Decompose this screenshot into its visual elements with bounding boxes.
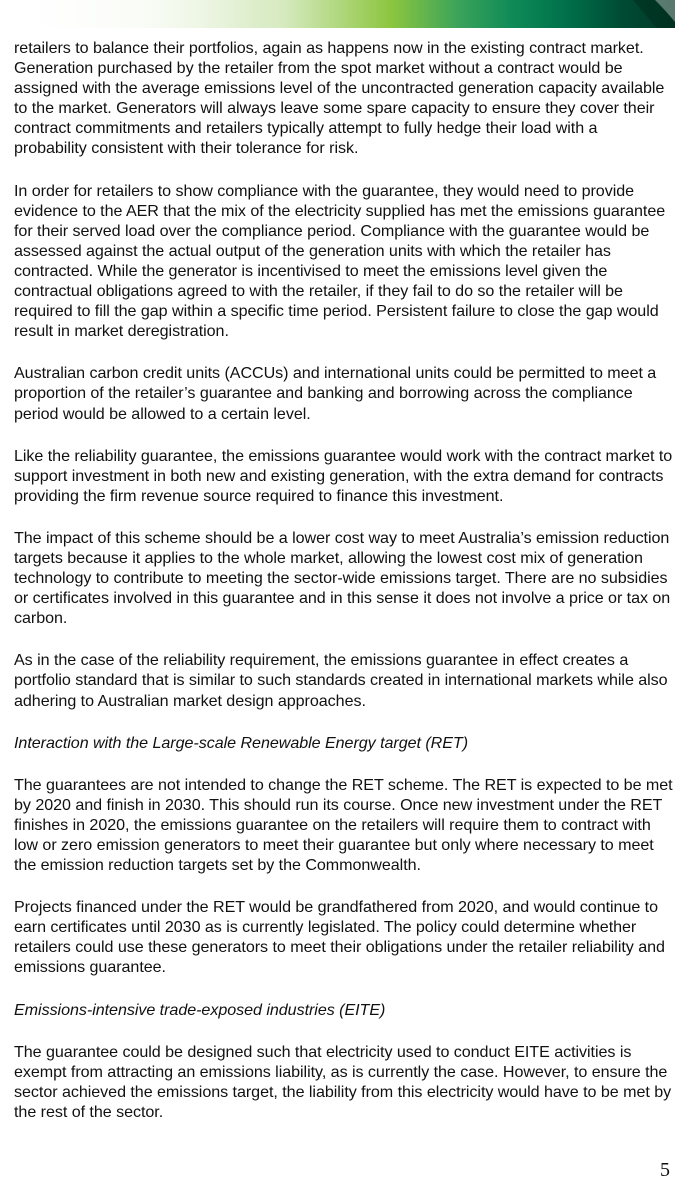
section-heading-eite: Emissions-intensive trade-exposed industries (EITE) — [14, 1000, 386, 1019]
paragraph-ret-scheme: The guarantees are not intended to change the RET scheme. The RET is expected to be met by 2020 and finish in 2030. This should run its course. Once new investment under the RET finishes in 2020, the emissions guarantee on the retailers will require them to contract with low or zero emission generators to meet their guarantee but only where necessary to meet the emission reduction targets set by the Commonwealth. — [14, 775, 673, 875]
paragraph-eite: The guarantee could be designed such that electricity used to conduct EITE activities is exempt from attracting an emissions liability, as is currently the case. However, to ensure the sector achieved the emissions target, the liability from this electricity would have to be met by the rest of the sector. — [14, 1042, 672, 1121]
paragraph-ret-grandfathered: Projects financed under the RET would be grandfathered from 2020, and would continue to earn certificates until 2030 as is currently legislated. The policy could determine whether retailers could use these generators to meet their obligations under the retailer reliability and emissions guarantee. — [14, 898, 665, 977]
paragraph-compliance: In order for retailers to show compliance with the guarantee, they would need to provide evidence to the AER that the mix of the electricity supplied has met the emissions guarantee for their served load over the compliance period. Compliance with the guarantee would be assessed against the actual output of the generation units with which the retailer has contracted. While the generator is incentivised to meet the emissions level given the contractual obligations agreed to with the retailer, if they fail to do so the retailer will be required to fill the gap within a specific time period. Persistent failure to close the gap would result in market deregistration. — [14, 181, 666, 341]
banner-swoosh-graphic — [615, 0, 675, 28]
banner-fade — [0, 0, 260, 28]
paragraph-accus: Australian carbon credit units (ACCUs) and international units could be permitted to meet a proportion of the retailer’s guarantee and banking and borrowing across the compliance period would be allowed to a certain level. — [14, 364, 657, 423]
paragraph-scheme-impact: The impact of this scheme should be a lower cost way to meet Australia’s emission reduction targets because it applies to the whole market, allowing the lowest cost mix of generation technology to contribute to meeting the sector-wide emissions target. There are no subsidies or certificates involved in this guarantee and in this sense it does not involve a price or tax on carbon. — [14, 528, 671, 628]
document-body — [14, 38, 674, 1144]
paragraph-portfolio-balance: retailers to balance their portfolios, again as happens now in the existing contract market. Generation purchased by the retailer from the spot market without a contract would be assigned with the average emissions level of the uncontracted generation capacity available to the market. Generators will always leave some spare capacity to ensure they cover their contract commitments and retailers typically attempt to fully hedge their load with a probability consistent with their tolerance for risk. — [14, 39, 665, 158]
paragraph-contract-market: Like the reliability guarantee, the emissions guarantee would work with the contract market to support investment in both new and existing generation, with the extra demand for contracts providing the firm revenue source required to finance this investment. — [14, 446, 673, 505]
paragraph-portfolio-standard: As in the case of the reliability requirement, the emissions guarantee in effect creates a portfolio standard that is similar to such standards created in international markets while also adhering to Australian market design approaches. — [14, 651, 668, 710]
section-heading-ret: Interaction with the Large-scale Renewable Energy target (RET) — [14, 733, 469, 752]
header-banner — [0, 0, 675, 28]
page-number: 5 — [660, 1159, 670, 1181]
